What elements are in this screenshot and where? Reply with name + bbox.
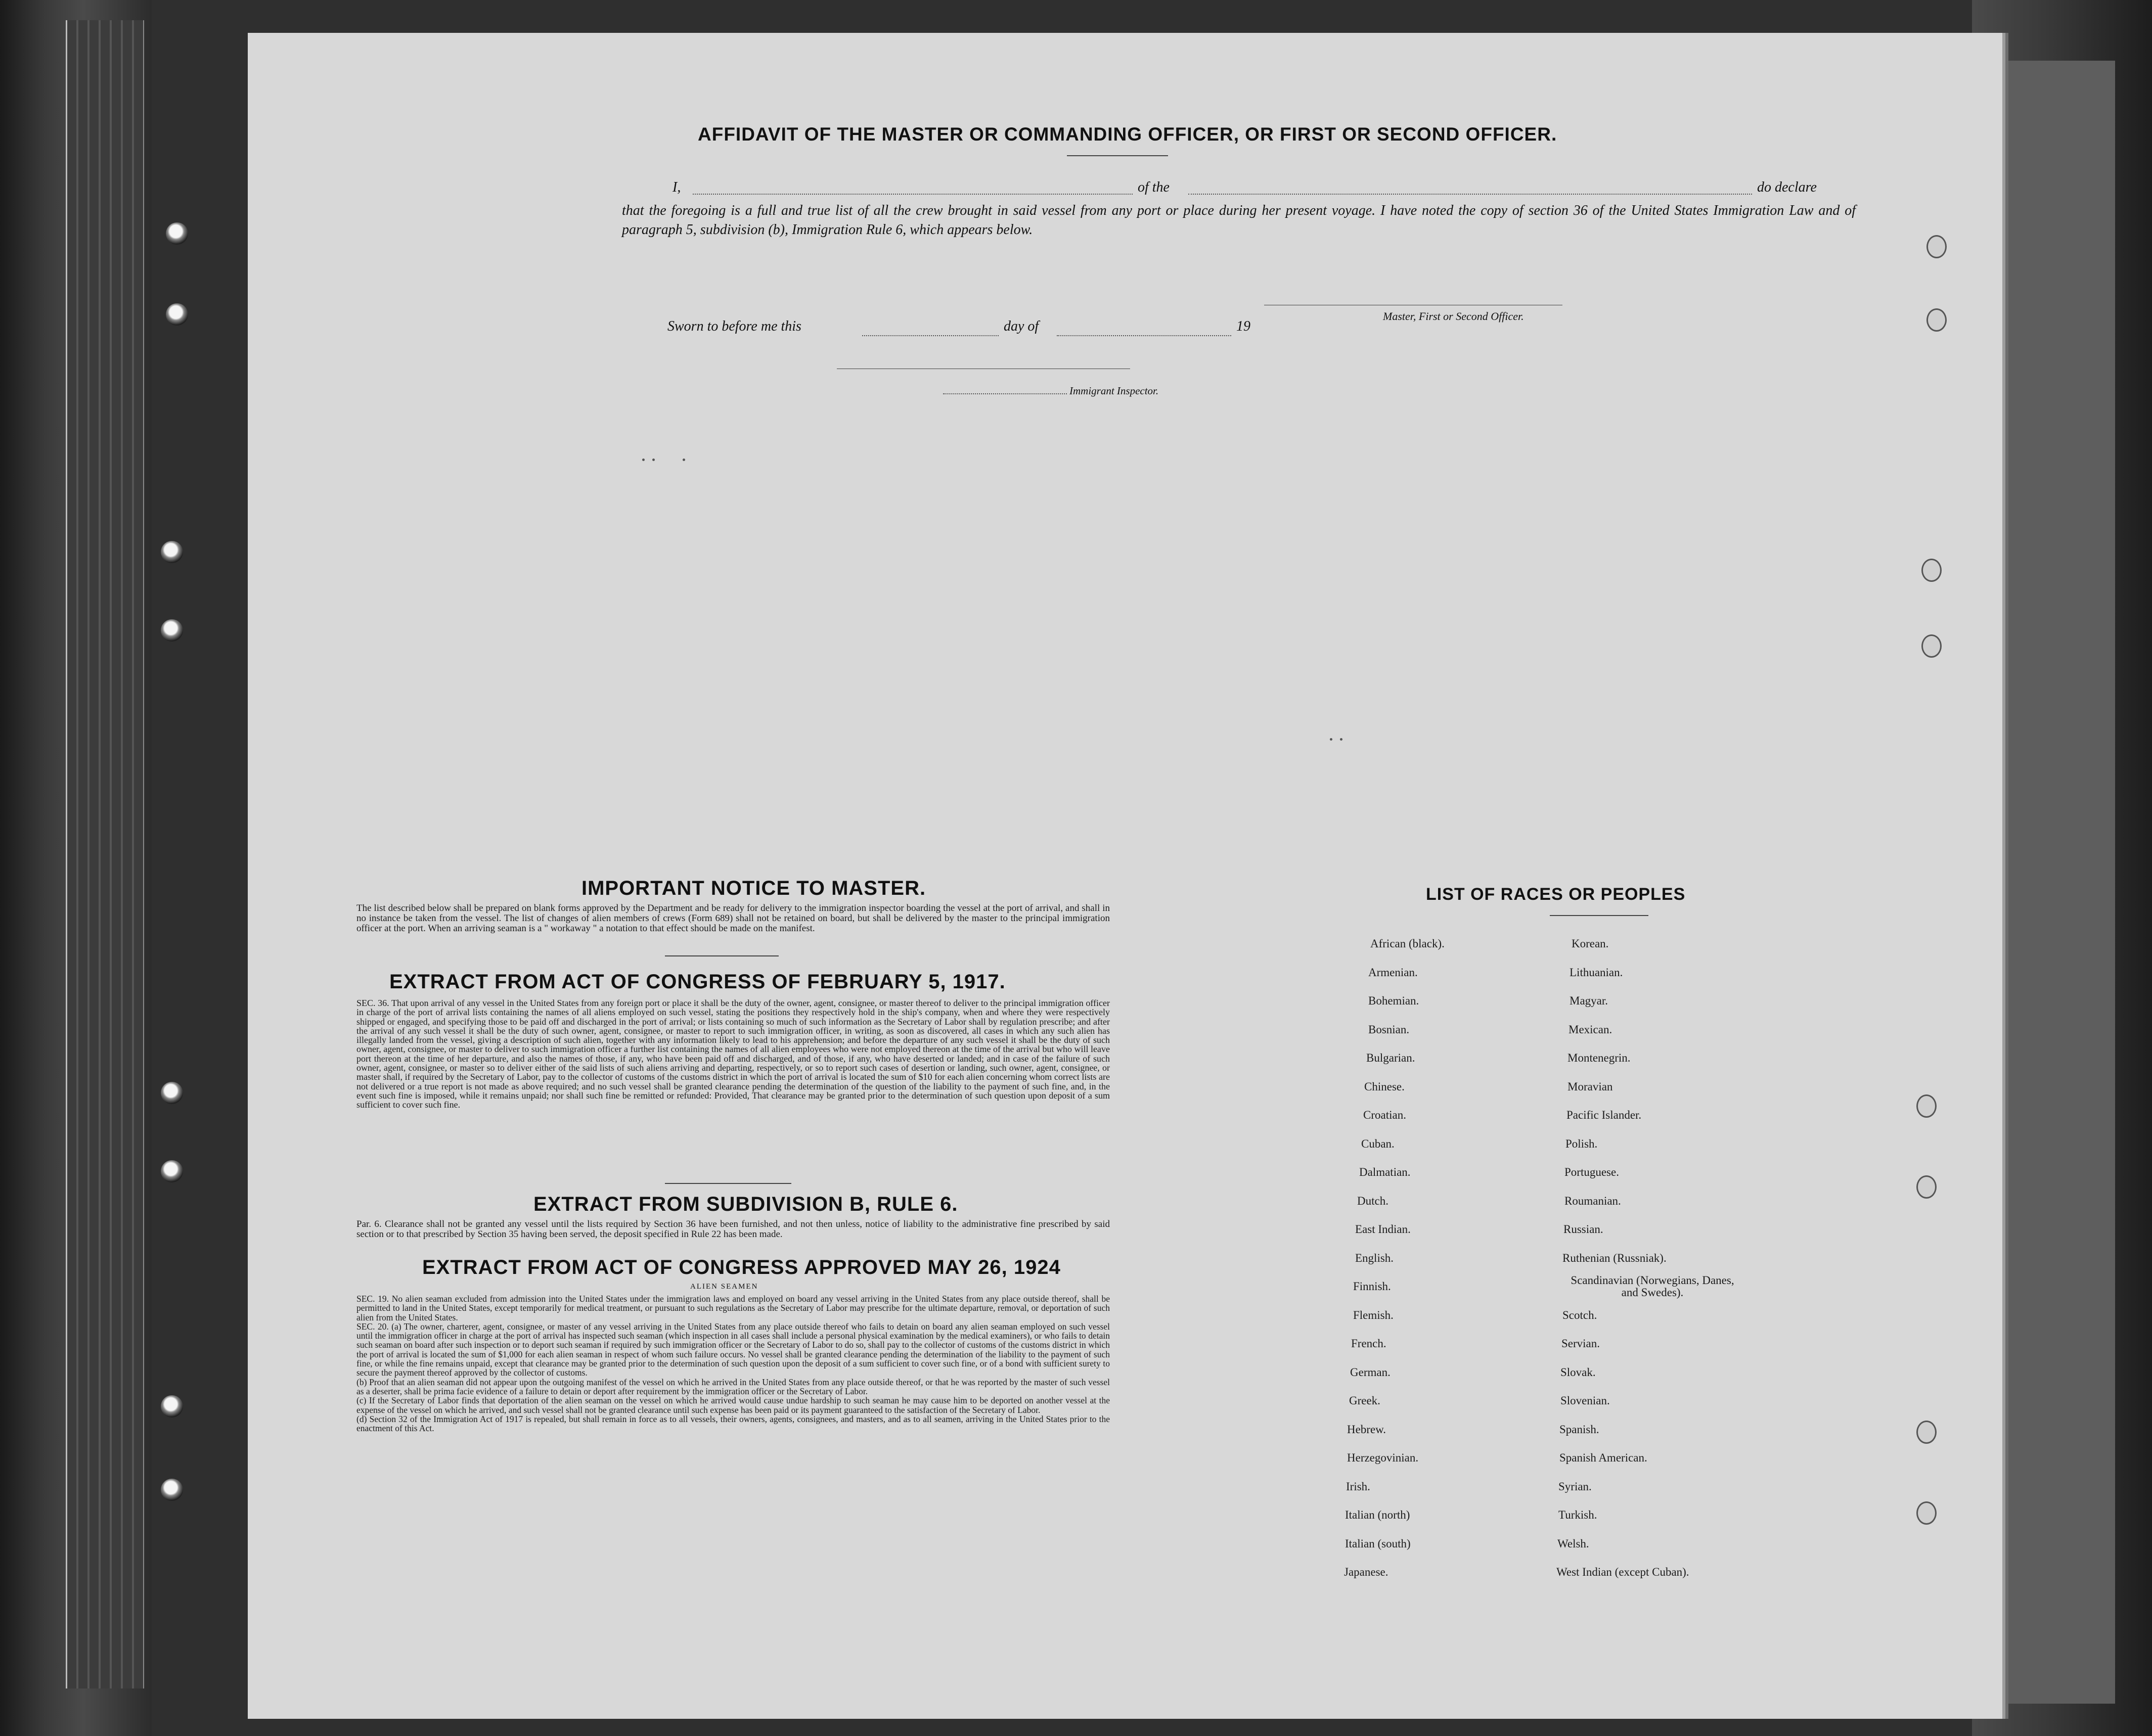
- race-item: Dalmatian.: [1359, 1166, 1411, 1178]
- binding-grommet-icon: [161, 1082, 183, 1104]
- race-item: Bulgarian.: [1366, 1052, 1415, 1064]
- race-item: Chinese.: [1364, 1080, 1405, 1093]
- race-item: Polish.: [1565, 1137, 1598, 1150]
- race-item: Cuban.: [1361, 1137, 1395, 1150]
- sec20b-paragraph: (b) Proof that an alien seaman did not appear upon the outgoing manifest of the vessel on which he arrived in the United States from any place outside thereof, or that he was reported by the master of such vessel as a deserter, shall be prima facie evidence of a failure to detain or deport after requirement by the immigration officer or the Secretary of Labor.: [356, 1377, 1110, 1396]
- divider: [665, 1183, 791, 1184]
- signature-label: Master, First or Second Officer.: [1383, 310, 1524, 323]
- race-item: Slovak.: [1560, 1366, 1596, 1379]
- affidavit-of-the: of the: [1138, 179, 1170, 195]
- name-blank[interactable]: [693, 194, 1133, 195]
- affidavit-do-declare: do declare: [1757, 179, 1817, 195]
- binding-grommet-icon: [166, 222, 188, 245]
- binding-grommet-icon: [161, 619, 183, 642]
- race-item: French.: [1351, 1337, 1386, 1350]
- races-title: LIST OF RACES OR PEOPLES: [1426, 885, 1686, 904]
- punch-hole-icon: [1916, 1175, 1937, 1199]
- stacked-sheet-edges: [66, 20, 144, 1688]
- punch-hole-icon: [1916, 1421, 1937, 1444]
- races-left-column: [1344, 937, 1562, 1630]
- race-item: Finnish.: [1353, 1280, 1391, 1293]
- affidavit-i: I,: [672, 179, 681, 195]
- race-item: Roumanian.: [1564, 1195, 1621, 1207]
- subdivisionB-title: EXTRACT FROM SUBDIVISION B, RULE 6.: [533, 1193, 958, 1215]
- race-item: Spanish American.: [1559, 1451, 1647, 1464]
- notice-title: IMPORTANT NOTICE TO MASTER.: [581, 877, 926, 899]
- stray-mark: [1340, 738, 1342, 741]
- manifest-page: [248, 33, 2002, 1719]
- race-item: Italian (south): [1345, 1537, 1411, 1550]
- race-item: Hebrew.: [1347, 1423, 1386, 1436]
- race-item: Dutch.: [1357, 1195, 1388, 1207]
- punch-hole-icon: [1921, 559, 1942, 582]
- stray-mark: [683, 459, 685, 461]
- race-item: East Indian.: [1355, 1223, 1411, 1236]
- race-item: Bohemian.: [1368, 994, 1419, 1007]
- divider: [1550, 915, 1648, 916]
- binding-grommet-icon: [161, 541, 183, 563]
- binding-grommet-icon: [161, 1479, 183, 1501]
- race-item: Korean.: [1572, 937, 1609, 950]
- punch-hole-icon: [1926, 308, 1947, 332]
- race-item: Ruthenian (Russniak).: [1562, 1252, 1667, 1264]
- affidavit-title: AFFIDAVIT OF THE MASTER OR COMMANDING OFFICER, OR FIRST OR SECOND OFFICER.: [698, 124, 1557, 145]
- races-right-column: [1556, 937, 1856, 1630]
- affidavit-body: that the foregoing is a full and true list of all the crew brought in said vessel from any port or place during her present voyage. I have noted the copy of section 36 of the United States Immigration Law and of paragraph 5, subdivision (b), Immigration Rule 6, which appears below.: [622, 203, 1856, 238]
- race-item: Armenian.: [1368, 966, 1418, 979]
- sworn-day-of: day of: [1004, 318, 1039, 334]
- divider: [1067, 155, 1168, 156]
- race-item: Lithuanian.: [1570, 966, 1623, 979]
- extract1917-body: SEC. 36. That upon arrival of any vessel in the United States from any foreign port or place it shall be the duty of the owner, agent, consignee, or master thereof to deliver to the principal immigration officer in charge of the port of arrival lists containing the names of all aliens employed on such vessel, stating the positions they respectively hold in the ship's company, when and where they were respectively shipped or engaged, and specifying those to be paid off and discharged in the port of arrival; or lists containing so much of such information as the Secretary of Labor shall by regulation prescribe; and after the arrival of any such vessel it shall be the duty of such owner, agent, consignee, or master to report to such immigration officer, in writing, as soon as discovered, all cases in which any such alien has illegally landed from the vessel, giving a description of such alien, together with any information likely to lead to his apprehension; and before the departure of any such vessel it shall be the duty of such owner, agent, consignee, or master to deliver to such immigration officer a further list containing the names of all alien employees who were not employed thereon at the time of the arrival but who will leave port thereon at the time of her departure, and also the names of those, if any, who have been paid off and discharged, and of those, if any, who have deserted or landed; and in case of the failure of such owner, agent, consignee, or master so to deliver either of the said lists of such aliens arriving and departing, respectively, or so to report such cases of desertion or landing, such owner, agent, consignee, or master shall, if required by the Secretary of Labor, pay to the collector of customs of the customs district in which the port of arrival is located the sum of $10 for each alien concerning whom correct lists are not delivered or a true report is not made as above required; and no such vessel shall be granted clearance pending the determination of the question of the liability to the payment of such fine, and, in the event such fine is imposed, while it remains unpaid; nor shall such fine be remitted or refunded: Provided, That clearance may be granted prior to the determination of such question upon deposit of a sum sufficient to cover such fine.: [356, 998, 1110, 1110]
- punch-hole-icon: [1916, 1501, 1937, 1525]
- extract1917-title: EXTRACT FROM ACT OF CONGRESS OF FEBRUARY 5, 1917.: [389, 971, 1006, 993]
- sec19-paragraph: SEC. 19. No alien seaman excluded from admission into the United States under the immigration laws and employed on board any vessel arriving in the United States from any place outside thereof, shall be permitted to land in the United States, except temporarily for medical treatment, or pursuant to such regulations as the Secretary of Labor may prescribe for the ultimate departure, removal, or deportation of such alien from the United States.: [356, 1294, 1110, 1322]
- sec20c-paragraph: (c) If the Secretary of Labor finds that deportation of the alien seaman on the vessel on which he arrived would cause undue hardship to such seaman he may cause him to be deported on another vessel at the expense of the vessel on which he arrived, and such vessel shall not be granted clearance until such expense has been paid or its payment guaranteed to the satisfaction of the Secretary of Labor.: [356, 1395, 1110, 1415]
- race-item: Bosnian.: [1368, 1023, 1410, 1036]
- race-item: Herzegovinian.: [1347, 1451, 1419, 1464]
- race-item: Irish.: [1346, 1480, 1370, 1493]
- race-item: African (black).: [1370, 937, 1445, 950]
- punch-hole-icon: [1916, 1094, 1937, 1118]
- sec20a-paragraph: SEC. 20. (a) The owner, charterer, agent, consignee, or master of any vessel arriving in the United States from any place outside thereof who fails to detain on board any alien seaman employed on such vessel until the immigration officer in charge at the port of arrival has inspected such seaman (which inspection in all cases shall include a personal physical examination by the medical examiners), or who fails to detain such seaman on board after such inspection or to deport such seaman if required by such immigration officer or the Secretary of Labor to do so, shall pay to the collector of customs of the customs district in which the port of arrival is located the sum of $1,000 for each alien seaman in respect of whom such failure occurs. No vessel shall be granted clearance pending the determination of the liability to the payment of such fine, or while the fine remains unpaid, except that clearance may be granted prior to the determination of such question upon the deposit of a sum sufficient to cover such fine, or of a bond with sufficient surety to secure the payment thereof approved by the collector of customs.: [356, 1321, 1110, 1378]
- race-item: Turkish.: [1558, 1509, 1597, 1521]
- race-item: Pacific Islander.: [1566, 1109, 1642, 1121]
- extract1924-body: [356, 1294, 1110, 1433]
- sworn-year: 19: [1236, 318, 1250, 334]
- race-item: German.: [1350, 1366, 1391, 1379]
- sworn-month-blank[interactable]: [1057, 335, 1231, 336]
- race-item: Welsh.: [1557, 1537, 1589, 1550]
- inspector-label: Immigrant Inspector.: [1069, 385, 1159, 397]
- race-item: Russian.: [1563, 1223, 1603, 1236]
- inspector-blank[interactable]: [943, 393, 1067, 394]
- binding-grommet-icon: [161, 1395, 183, 1418]
- race-item: Portuguese.: [1564, 1166, 1619, 1178]
- binding-grommet-icon: [161, 1160, 183, 1182]
- race-item: Scandinavian (Norwegians, Danes, and Swedes).: [1571, 1274, 1734, 1299]
- extract1924-subtitle: ALIEN SEAMEN: [690, 1283, 758, 1291]
- race-item: Flemish.: [1353, 1309, 1394, 1321]
- extract1924-title: EXTRACT FROM ACT OF CONGRESS APPROVED MAY 26, 1924: [422, 1256, 1061, 1278]
- stray-mark: [652, 459, 655, 461]
- sec20d-paragraph: (d) Section 32 of the Immigration Act of 1917 is repealed, but shall remain in force as to all vessels, their owners, agents, consignees, and masters, and as to all seamen, arriving in the United States prior to the enactment of this Act.: [356, 1413, 1110, 1434]
- race-item: Montenegrin.: [1567, 1052, 1631, 1064]
- race-item: Mexican.: [1568, 1023, 1612, 1036]
- vessel-blank[interactable]: [1188, 194, 1752, 195]
- subdivisionB-body: Par. 6. Clearance shall not be granted any vessel until the lists required by Section 36 have been furnished, and not then unless, notice of liability to the administrative fine prescribed by said section or to that prescribed by Section 35 having been served, the deposit specified in Rule 22 has been made.: [356, 1219, 1110, 1240]
- race-item: Scotch.: [1562, 1309, 1597, 1321]
- race-item: Italian (north): [1345, 1509, 1410, 1521]
- race-item: Magyar.: [1570, 994, 1608, 1007]
- notice-body: The list described below shall be prepared on blank forms approved by the Department and be ready for delivery to the immigration inspector boarding the vessel at the port of arrival, and shall in no instance be taken from the vessel. The list of changes of alien members of crews (Form 689) shall not be retained on board, but shall be delivered by the master to the principal immigration officer at the port. When an arriving seaman is a " workaway " a notation to that effect should be made on the manifest.: [356, 903, 1110, 934]
- race-item: Croatian.: [1363, 1109, 1406, 1121]
- race-item: Japanese.: [1344, 1566, 1388, 1578]
- sworn-day-blank[interactable]: [862, 335, 999, 336]
- race-item: West Indian (except Cuban).: [1556, 1566, 1689, 1578]
- race-item: Servian.: [1561, 1337, 1600, 1350]
- binding-grommet-icon: [166, 303, 188, 326]
- race-item: Greek.: [1349, 1394, 1380, 1407]
- punch-hole-icon: [1921, 634, 1942, 658]
- race-item: Slovenian.: [1560, 1394, 1610, 1407]
- race-item: Syrian.: [1558, 1480, 1592, 1493]
- divider: [665, 955, 779, 956]
- race-item: Moravian: [1567, 1080, 1613, 1093]
- stray-mark: [642, 459, 645, 461]
- punch-hole-icon: [1926, 235, 1947, 258]
- race-item: English.: [1355, 1252, 1394, 1264]
- stray-mark: [1330, 738, 1332, 741]
- race-item: Spanish.: [1559, 1423, 1599, 1436]
- sworn-prefix: Sworn to before me this: [667, 318, 801, 334]
